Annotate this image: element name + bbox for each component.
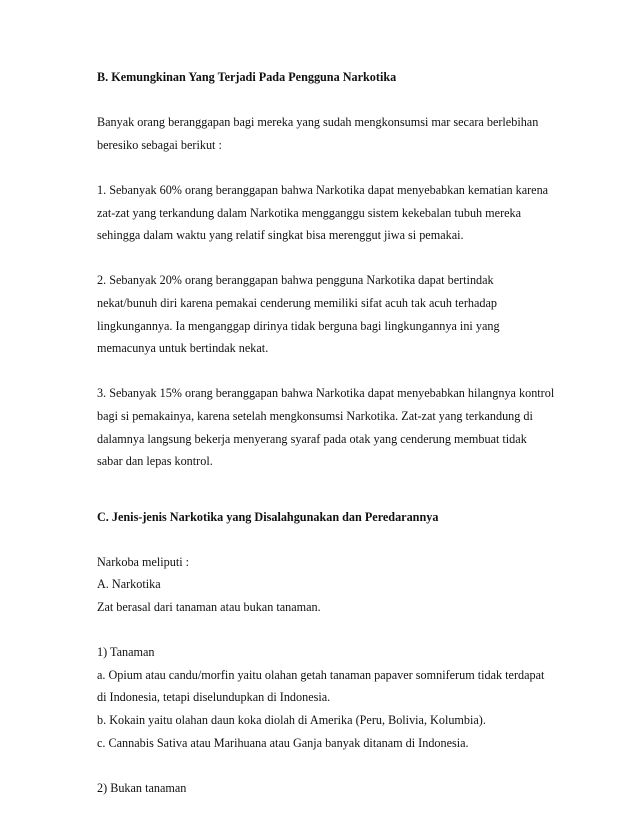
section-c-heading: C. Jenis-jenis Narkotika yang Disalahgunakan dan Peredarannya <box>97 509 439 524</box>
paragraph-line: 1. Sebanyak 60% orang beranggapan bahwa Narkotika dapat menyebabkan kematian karena <box>97 182 549 197</box>
paragraph-line: b. Kokain yaitu olahan daun koka diolah di Amerika (Peru, Bolivia, Kolumbia). <box>97 713 486 728</box>
paragraph-line: a. Opium atau candu/morfin yaitu olahan getah tanaman papaver somniferum tidak terdapat <box>97 667 545 682</box>
paragraph-line: sabar dan lepas kontrol. <box>97 454 213 469</box>
paragraph-line: dalamnya langsung bekerja menyerang syaraf pada otak yang cenderung membuat tidak <box>97 431 527 446</box>
paragraph-line: 2) Bukan tanaman <box>97 780 187 795</box>
paragraph-line: 2. Sebanyak 20% orang beranggapan bahwa pengguna Narkotika dapat bertindak <box>97 273 494 288</box>
paragraph-line: bagi si pemakainya, karena setelah mengkonsumsi Narkotika. Zat-zat yang terkandung di <box>97 408 533 423</box>
paragraph-line: beresiko sebagai berikut : <box>97 137 222 152</box>
paragraph-line: Zat berasal dari tanaman atau bukan tanaman. <box>97 600 321 615</box>
paragraph-line: zat-zat yang terkandung dalam Narkotika mengganggu sistem kekebalan tubuh mereka <box>97 205 522 220</box>
spacer <box>97 473 567 506</box>
paragraph-line: sehingga dalam waktu yang relatif singkat bisa merenggut jiwa si pemakai. <box>97 228 464 243</box>
spacer <box>97 156 567 179</box>
paragraph-line: nekat/bunuh diri karena pemakai cenderung memiliki sifat acuh tak acuh terhadap <box>97 295 497 310</box>
paragraph-line: 1) Tanaman <box>97 645 155 660</box>
paragraph-line: di Indonesia, tetapi diselundupkan di Indonesia. <box>97 690 331 705</box>
paragraph-line: c. Cannabis Sativa atau Marihuana atau Ganja banyak ditanam di Indonesia. <box>97 735 469 750</box>
document-page <box>97 66 567 799</box>
spacer <box>97 360 567 383</box>
paragraph-line: lingkungannya. Ia menganggap dirinya tidak berguna bagi lingkungannya ini yang <box>97 318 500 333</box>
paragraph-line: memacunya untuk bertindak nekat. <box>97 341 269 356</box>
section-b-heading: B. Kemungkinan Yang Terjadi Pada Pengguna Narkotika <box>97 70 397 84</box>
paragraph-line: A. Narkotika <box>97 577 161 592</box>
spacer <box>97 754 567 777</box>
spacer <box>97 89 567 112</box>
spacer <box>97 528 567 551</box>
paragraph-line: Narkoba meliputi : <box>97 554 190 569</box>
paragraph-line: 3. Sebanyak 15% orang beranggapan bahwa Narkotika dapat menyebabkan hilangnya kontrol <box>97 386 555 401</box>
spacer <box>97 619 567 642</box>
spacer <box>97 247 567 270</box>
paragraph-line: Banyak orang beranggapan bagi mereka yang sudah mengkonsumsi mar secara berlebihan <box>97 115 539 130</box>
